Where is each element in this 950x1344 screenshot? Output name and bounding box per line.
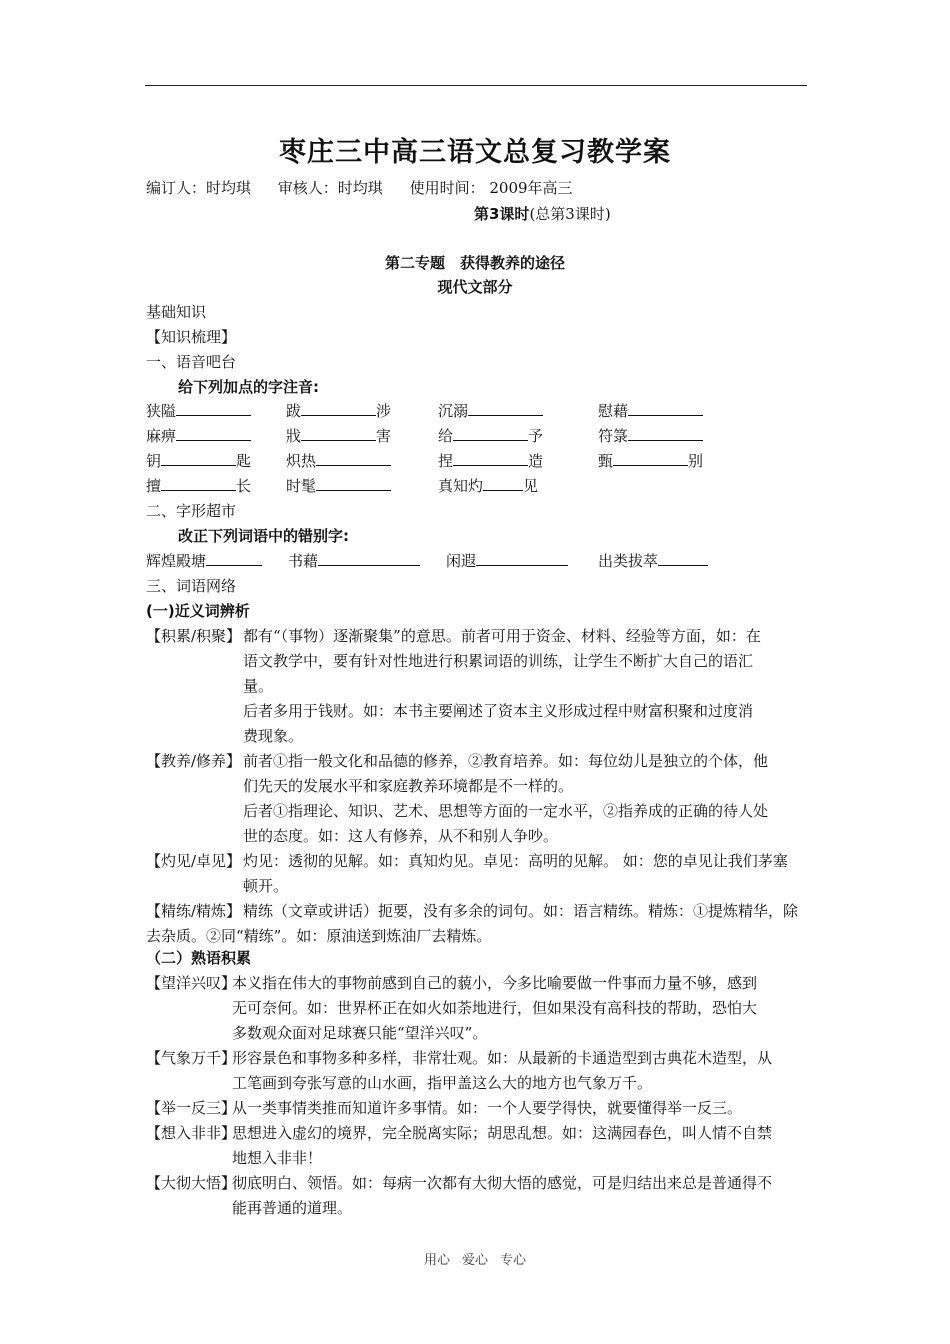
synonym-entry [146,849,810,899]
entry-line: 语文教学中，要有针对性地进行积累词语的训练，让学生不断扩大自己的语汇 [243,652,754,670]
answer-blank [301,401,376,416]
pinyin-item [438,450,543,471]
entry-line: 从一类事情类推而知道许多事情。如：一个人要学得快，就要懂得举一反三。 [232,1099,743,1117]
entry-line: 形容景色和事物多种多样，非常壮观。如：从最新的卡通造型到古典花木造型，从 [232,1049,773,1067]
pinyin-word-suffix: 涉 [376,402,392,420]
pinyin-word-suffix: 长 [236,477,252,495]
pinyin-word: 给 [438,427,454,445]
entry-tag: 【精练/精炼】 [146,902,242,920]
answer-blank [613,451,688,466]
document-title: 枣庄三中高三语文总复习教学案 [279,137,671,168]
pinyin-row [146,425,826,447]
pinyin-word: 捏 [438,452,454,470]
pinyin-item [286,425,391,446]
lesson-number [474,203,611,224]
entry-tag: 【灼见/卓见】 [146,852,242,870]
synonym-heading: (一)近义词辨析 [146,602,250,620]
entry-line: 灼见：透彻的见解。如：真知灼见。卓见：高明的见解。 如：您的卓见让我们茅塞 [243,852,788,870]
editor: 编订人：时均琪 [146,179,252,197]
entry-tag: 【想入非非】 [146,1124,237,1142]
basic-label: 基础知识 [146,303,207,321]
answer-blank [161,451,236,466]
idiom-entry [146,1121,810,1171]
entry-line: 费现象。 [243,727,304,745]
entry-line: 后者①指理论、知识、艺术、思想等方面的一定水平，②指养成的正确的待人处 [243,802,769,820]
idiom-entry [146,1171,810,1221]
footer-motto [0,1249,950,1268]
lesson-total: (总第3课时) [529,205,611,223]
pinyin-item [146,450,251,471]
answer-blank [316,451,391,466]
entry-line: 能再普通的道理。 [232,1199,353,1217]
entry-line: 量。 [243,677,274,695]
pinyin-word-suffix: 别 [688,452,704,470]
idiom-heading: （二）熟语积累 [146,949,252,967]
answer-blank [176,426,251,441]
synonym-entry [146,624,810,749]
header-rule [145,85,807,86]
typo-item: 闲遐 [446,550,568,571]
answer-blank [628,426,703,441]
entry-line: 无可奈何。如：世界杯正在如火如荼地进行，但如果没有高科技的帮助，恐怕大 [232,999,758,1017]
entry-line: 精练（文章或讲话）扼要，没有多余的词句。如：语言精练。精炼：①提炼精华，除 [243,902,799,920]
entry-line: 彻底明白、领悟。如：每病一次都有大彻大悟的感觉，可是归结出来总是普通得不 [232,1174,773,1192]
footer-word: 专心 [500,1253,527,1268]
synonym-entry [146,899,810,949]
pinyin-item [438,475,538,496]
entry-line: 顿开。 [243,877,289,895]
pinyin-item [438,425,543,446]
pinyin-item [146,400,251,421]
reviewer: 审核人：时均琪 [277,179,383,197]
pinyin-word: 甄 [598,452,614,470]
pinyin-item [286,400,391,421]
footer-word: 用心 [423,1253,450,1268]
entry-line: 前者①指一般文化和品德的修养，②教育培养。如：每位幼儿是独立的个体，他 [243,752,769,770]
pinyin-word-suffix: 予 [528,427,544,445]
pinyin-word: 钥 [146,452,162,470]
pinyin-word: 跋 [286,402,302,420]
pinyin-word: 戕 [286,427,302,445]
answer-blank [176,401,251,416]
section-1-heading: 一、语音吧台 [146,353,237,371]
entry-line: 多数观众面对足球赛只能“望洋兴叹”。 [232,1024,488,1042]
typo-item: 书藉 [288,550,420,571]
pinyin-word-suffix: 害 [376,427,392,445]
pinyin-word: 炽热 [286,452,317,470]
entry-line: 后者多用于钱财。如：本书主要阐述了资本主义形成过程中财富积聚和过度消 [243,702,754,720]
usage-time: 使用时间： 2009年高三 [409,179,573,197]
pinyin-item [598,450,703,471]
pinyin-item [286,450,391,471]
typo-item: 出类拔萃 [598,550,708,571]
idiom-entry [146,1046,810,1096]
pinyin-word-suffix: 匙 [236,452,252,470]
knowledge-label: 【知识梳理】 [146,328,237,346]
entry-line: 工笔画到夸张写意的山水画，指甲盖这么大的地方也气象万千。 [232,1074,653,1092]
pinyin-item [598,400,703,421]
pinyin-word: 真知灼 [438,477,484,495]
answer-blank [483,476,523,491]
pinyin-word: 麻痹 [146,427,177,445]
typo-item: 辉煌殿塘 [146,550,262,571]
answer-blank [316,476,391,491]
topic-title: 第二专题 获得教养的途径 [384,254,565,272]
pinyin-row [146,475,826,497]
pinyin-word-suffix: 造 [528,452,544,470]
synonym-entry [146,749,810,849]
pinyin-word: 符箓 [598,427,629,445]
pinyin-word: 慰藉 [598,402,629,420]
pinyin-item [598,425,703,446]
meta-line [146,177,595,198]
pinyin-item [438,400,543,421]
section-1-instruction: 给下列加点的字注音: [178,378,319,396]
entry-tag: 【举一反三】 [146,1099,237,1117]
pinyin-word: 擅 [146,477,162,495]
entry-tag: 【大彻大悟】 [146,1174,237,1192]
section-3-heading: 三、词语网络 [146,577,237,595]
pinyin-word: 时髦 [286,477,317,495]
answer-blank [301,426,376,441]
lesson-bold: 第3课时 [474,205,530,223]
typo-exercise [146,550,826,572]
topic-subtitle: 现代文部分 [437,278,513,296]
pinyin-row [146,400,826,422]
section-2-heading: 二、字形超市 [146,502,237,520]
idiom-entry [146,971,810,1046]
entry-line: 地想入非非！ [232,1149,323,1167]
entry-line: 都有“（事物）逐渐聚集”的意思。前者可用于资金、材料、经验等方面，如：在 [243,627,761,645]
entry-line: 去杂质。②同“精练”。如：原油送到炼油厂去精炼。 [146,927,492,945]
section-2-instruction: 改正下列词语中的错别字: [178,527,349,545]
answer-blank [468,401,543,416]
pinyin-word: 沉溺 [438,402,469,420]
answer-blank [628,401,703,416]
entry-tag: 【教养/修养】 [146,752,242,770]
answer-blank [161,476,236,491]
entry-line: 思想进入虚幻的境界，完全脱离实际；胡思乱想。如：这满园春色，叫人情不自禁 [232,1124,773,1142]
entry-tag: 【积累/积聚】 [146,627,242,645]
pinyin-item [146,475,251,496]
entry-line: 本义指在伟大的事物前感到自己的藐小，今多比喻要做一件事而力量不够，感到 [232,974,758,992]
answer-blank [453,451,528,466]
pinyin-word: 狭隘 [146,402,177,420]
entry-line: 世的态度。如：这人有修养，从不和别人争吵。 [243,827,559,845]
entry-tag: 【气象万千】 [146,1049,237,1067]
pinyin-item [146,425,251,446]
pinyin-row [146,450,826,472]
entry-tag: 【望洋兴叹】 [146,974,237,992]
entry-line: 们先天的发展水平和家庭教养环境都是不一样的。 [243,777,574,795]
footer-word: 爱心 [461,1253,488,1268]
pinyin-item [286,475,391,496]
idiom-entry [146,1096,810,1121]
pinyin-word-suffix: 见 [523,477,539,495]
answer-blank [453,426,528,441]
